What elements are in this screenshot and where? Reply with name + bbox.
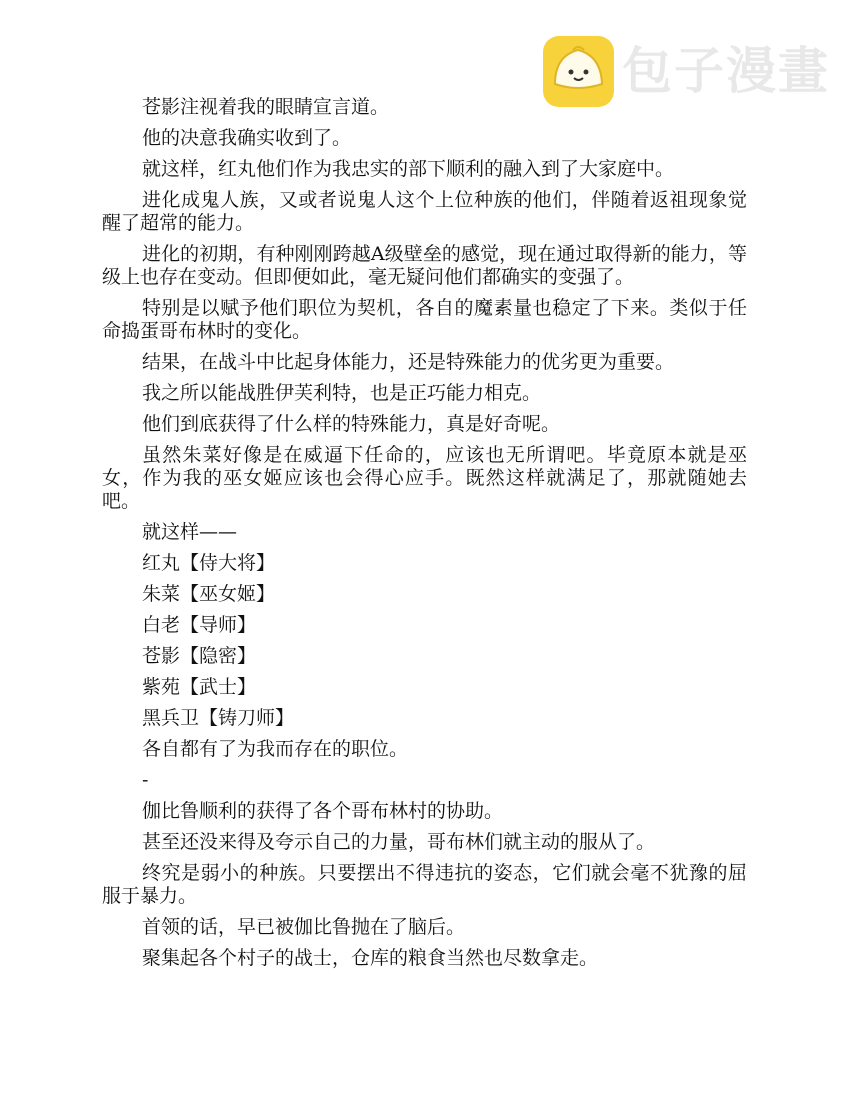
paragraph: 伽比鲁顺利的获得了各个哥布林村的协助。: [142, 800, 504, 822]
paragraph: 我之所以能战胜伊芙利特，也是正巧能力相克。: [142, 382, 542, 404]
paragraph: 他们到底获得了什么样的特殊能力，真是好奇呢。: [142, 413, 561, 435]
chapter-text: [102, 96, 747, 978]
paragraph: 苍影注视着我的眼睛宣言道。: [142, 96, 390, 118]
paragraph: 甚至还没来得及夸示自己的力量，哥布林们就主动的服从了。: [142, 831, 656, 853]
paragraph: 进化的初期，有种刚刚跨越A级壁垒的感觉，现在通过取得新的能力，等级上也存在变动。但即便如此，毫无疑问他们都确实的变强了。: [102, 243, 747, 288]
paragraph: 特别是以赋予他们职位为契机，各自的魔素量也稳定了下来。类似于任命捣蛋哥布林时的变化。: [102, 297, 747, 342]
logo-text: 包子漫畫: [622, 42, 830, 100]
paragraph: 白老【导师】: [142, 614, 257, 636]
paragraph: 苍影【隐密】: [142, 645, 257, 667]
separator: -: [142, 769, 149, 791]
paragraph: 终究是弱小的种族。只要摆出不得违抗的姿态，它们就会毫不犹豫的屈服于暴力。: [102, 862, 747, 907]
paragraph: 紫苑【武士】: [142, 676, 257, 698]
paragraph: 就这样，红丸他们作为我忠实的部下顺利的融入到了大家庭中。: [142, 158, 675, 180]
paragraph: 红丸【侍大将】: [142, 552, 276, 574]
paragraph: 聚集起各个村子的战士，仓库的粮食当然也尽数拿走。: [142, 947, 599, 969]
paragraph: 首领的话，早已被伽比鲁抛在了脑后。: [142, 916, 466, 938]
paragraph: 结果，在战斗中比起身体能力，还是特殊能力的优劣更为重要。: [142, 351, 675, 373]
paragraph: 各自都有了为我而存在的职位。: [142, 738, 409, 760]
paragraph: 进化成鬼人族，又或者说鬼人这个上位种族的他们，伴随着返祖现象觉醒了超常的能力。: [102, 189, 747, 234]
paragraph: 朱菜【巫女姬】: [142, 583, 276, 605]
paragraph: 黑兵卫【铸刀师】: [142, 707, 295, 729]
paragraph: 他的决意我确实收到了。: [142, 127, 352, 149]
paragraph: 虽然朱菜好像是在威逼下任命的，应该也无所谓吧。毕竟原本就是巫女，作为我的巫女姬应该也会得心应手。既然这样就满足了，那就随她去吧。: [102, 444, 747, 512]
paragraph: 就这样——: [142, 521, 238, 543]
